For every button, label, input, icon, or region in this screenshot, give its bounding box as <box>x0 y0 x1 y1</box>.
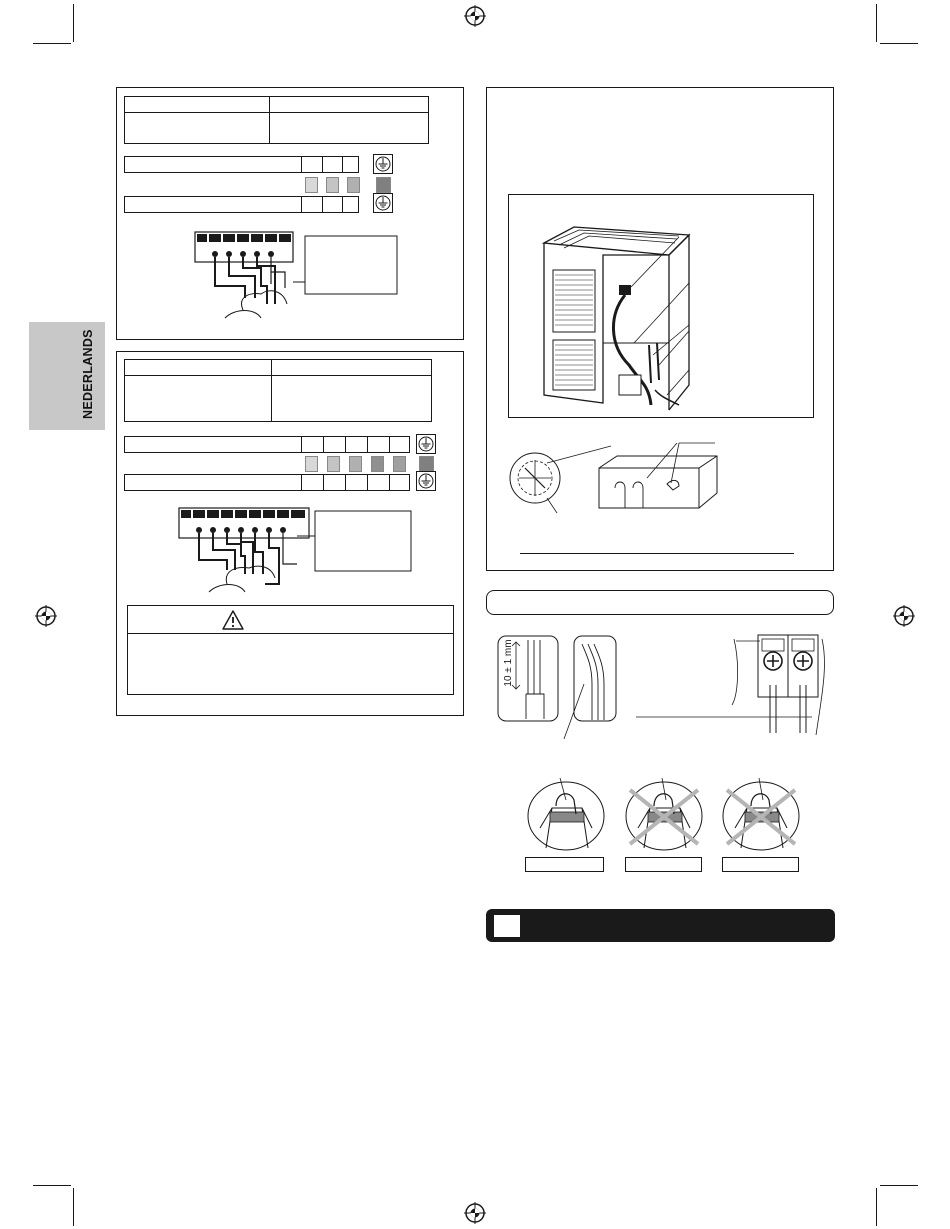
ground-symbol-icon <box>373 193 393 213</box>
crop-mark-top-right-h <box>880 43 918 44</box>
clamp-example-wrong-2 <box>721 778 801 854</box>
crop-mark-bottom-right-h <box>880 1185 918 1186</box>
clamp-label-wrong-1 <box>625 857 702 872</box>
crop-mark-bottom-left-v <box>73 1188 74 1226</box>
wire-color-swatch <box>305 456 318 472</box>
outdoor-unit-illustration <box>539 215 809 415</box>
registration-mark-icon <box>464 5 486 27</box>
clamp-example-wrong-1 <box>624 778 704 854</box>
clamp-label-correct <box>525 857 604 872</box>
wire-color-swatch <box>347 177 360 193</box>
cable-color-row-bottom <box>124 474 410 491</box>
ground-symbol-icon <box>416 471 436 491</box>
cable-color-row-bottom <box>124 196 359 213</box>
cable-color-row-top <box>124 436 410 453</box>
registration-mark-icon <box>464 1202 486 1224</box>
crop-mark-top-left-v <box>73 4 74 42</box>
wiring-panel-3-core <box>116 87 464 340</box>
cable-clamp-detail <box>507 438 747 528</box>
cable-preparation-heading <box>486 590 834 615</box>
ground-symbol-icon <box>373 154 393 174</box>
section-header-bar <box>486 909 835 942</box>
crop-mark-top-left-h <box>33 43 71 44</box>
outdoor-unit-figure-frame <box>508 194 814 418</box>
crop-mark-bottom-right-v <box>876 1188 877 1226</box>
clamp-example-correct <box>526 778 606 854</box>
crop-mark-bottom-left-h <box>33 1185 71 1186</box>
panel-underline <box>520 553 794 554</box>
spec-table-1 <box>124 96 429 144</box>
spec-table-2 <box>124 359 432 422</box>
wire-color-swatch <box>376 177 391 193</box>
wire-color-swatch <box>371 456 384 472</box>
wire-color-swatch <box>327 456 340 472</box>
wire-color-swatch <box>393 456 406 472</box>
registration-mark-icon <box>35 605 57 627</box>
cable-strip-detail <box>496 634 626 744</box>
clamp-label-wrong-2 <box>722 857 799 872</box>
outdoor-unit-panel <box>486 87 834 571</box>
wire-color-swatch <box>326 177 339 193</box>
language-side-tab[interactable] <box>29 322 105 430</box>
warning-box <box>127 605 454 695</box>
terminal-screw-detail <box>636 625 836 740</box>
wire-color-swatch <box>305 177 318 193</box>
warning-triangle-icon <box>222 610 244 630</box>
section-number-box <box>494 915 520 937</box>
cable-color-row-top <box>124 156 359 173</box>
wire-color-swatch <box>419 456 434 472</box>
terminal-block-diagram-5 <box>179 504 429 594</box>
ground-symbol-icon <box>416 434 436 454</box>
registration-mark-icon <box>893 605 915 627</box>
terminal-block-diagram-3 <box>195 228 405 323</box>
strip-length-dimension: 10 ± 1 mm <box>503 639 514 687</box>
wire-color-swatch <box>349 456 362 472</box>
language-tab-label: NEDERLANDS <box>81 329 95 419</box>
warning-header <box>128 606 453 634</box>
wiring-panel-5-core <box>116 351 464 716</box>
crop-mark-top-right-v <box>876 4 877 42</box>
